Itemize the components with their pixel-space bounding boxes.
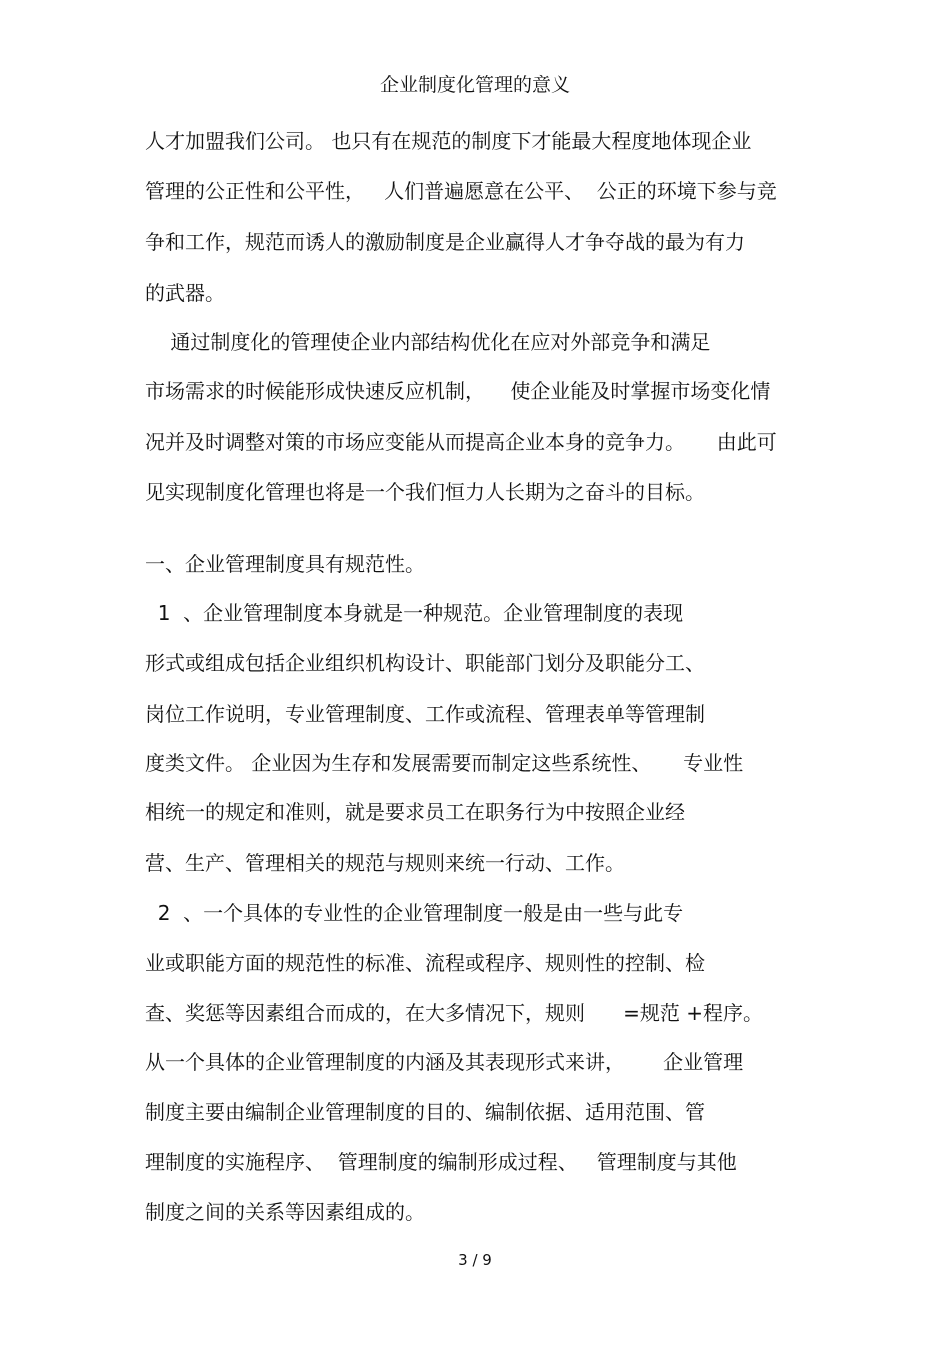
text-line: 相统一的规定和准则，就是要求员工在职务行为中按照企业经: [145, 800, 685, 824]
text-line: 查、奖惩等因素组合而成的，在大多情况下，规则 =规范 +程序。: [145, 1001, 764, 1025]
text-line: 的武器。: [145, 281, 225, 305]
text-line: 度类文件。 企业因为生存和发展需要而制定这些系统性、 专业性: [145, 751, 744, 775]
text-line: 2 、一个具体的专业性的企业管理制度一般是由一些与此专: [145, 901, 684, 925]
text-line: 从一个具体的企业管理制度的内涵及其表现形式来讲， 企业管理: [145, 1050, 744, 1074]
text-line: 人才加盟我们公司。 也只有在规范的制度下才能最大程度地体现企业: [145, 129, 752, 153]
page-title: 企业制度化管理的意义: [379, 74, 570, 96]
text-line: 岗位工作说明，专业管理制度、工作或流程、管理表单等管理制: [145, 702, 705, 726]
text-line: 见实现制度化管理也将是一个我们恒力人长期为之奋斗的目标。: [145, 480, 705, 504]
text-line: 制度之间的关系等因素组成的。: [145, 1200, 425, 1224]
text-line: 营、生产、管理相关的规范与规则来统一行动、工作。: [145, 851, 625, 875]
text-line: 制度主要由编制企业管理制度的目的、编制依据、适用范围、管: [145, 1100, 705, 1124]
text-line: 形式或组成包括企业组织机构设计、职能部门划分及职能分工、: [145, 651, 705, 675]
text-line: 通过制度化的管理使企业内部结构优化在应对外部竞争和满足: [145, 330, 711, 354]
text-line: 管理的公正性和公平性， 人们普遍愿意在公平、 公正的环境下参与竞: [145, 179, 777, 203]
text-line: 1 、企业管理制度本身就是一种规范。企业管理制度的表现: [145, 601, 684, 625]
section-heading: 一、企业管理制度具有规范性。: [145, 552, 425, 576]
text-line: 理制度的实施程序、 管理制度的编制形成过程、 管理制度与其他: [145, 1150, 737, 1174]
text-line: 业或职能方面的规范性的标准、流程或程序、规则性的控制、检: [145, 951, 705, 975]
text-line: 争和工作，规范而诱人的激励制度是企业赢得人才争夺战的最为有力: [145, 230, 745, 254]
text-line: 况并及时调整对策的市场应变能从而提高企业本身的竞争力。 由此可: [145, 430, 777, 454]
text-line: 市场需求的时候能形成快速反应机制， 使企业能及时掌握市场变化情: [145, 379, 771, 403]
page-number: 3 / 9: [458, 1251, 492, 1269]
